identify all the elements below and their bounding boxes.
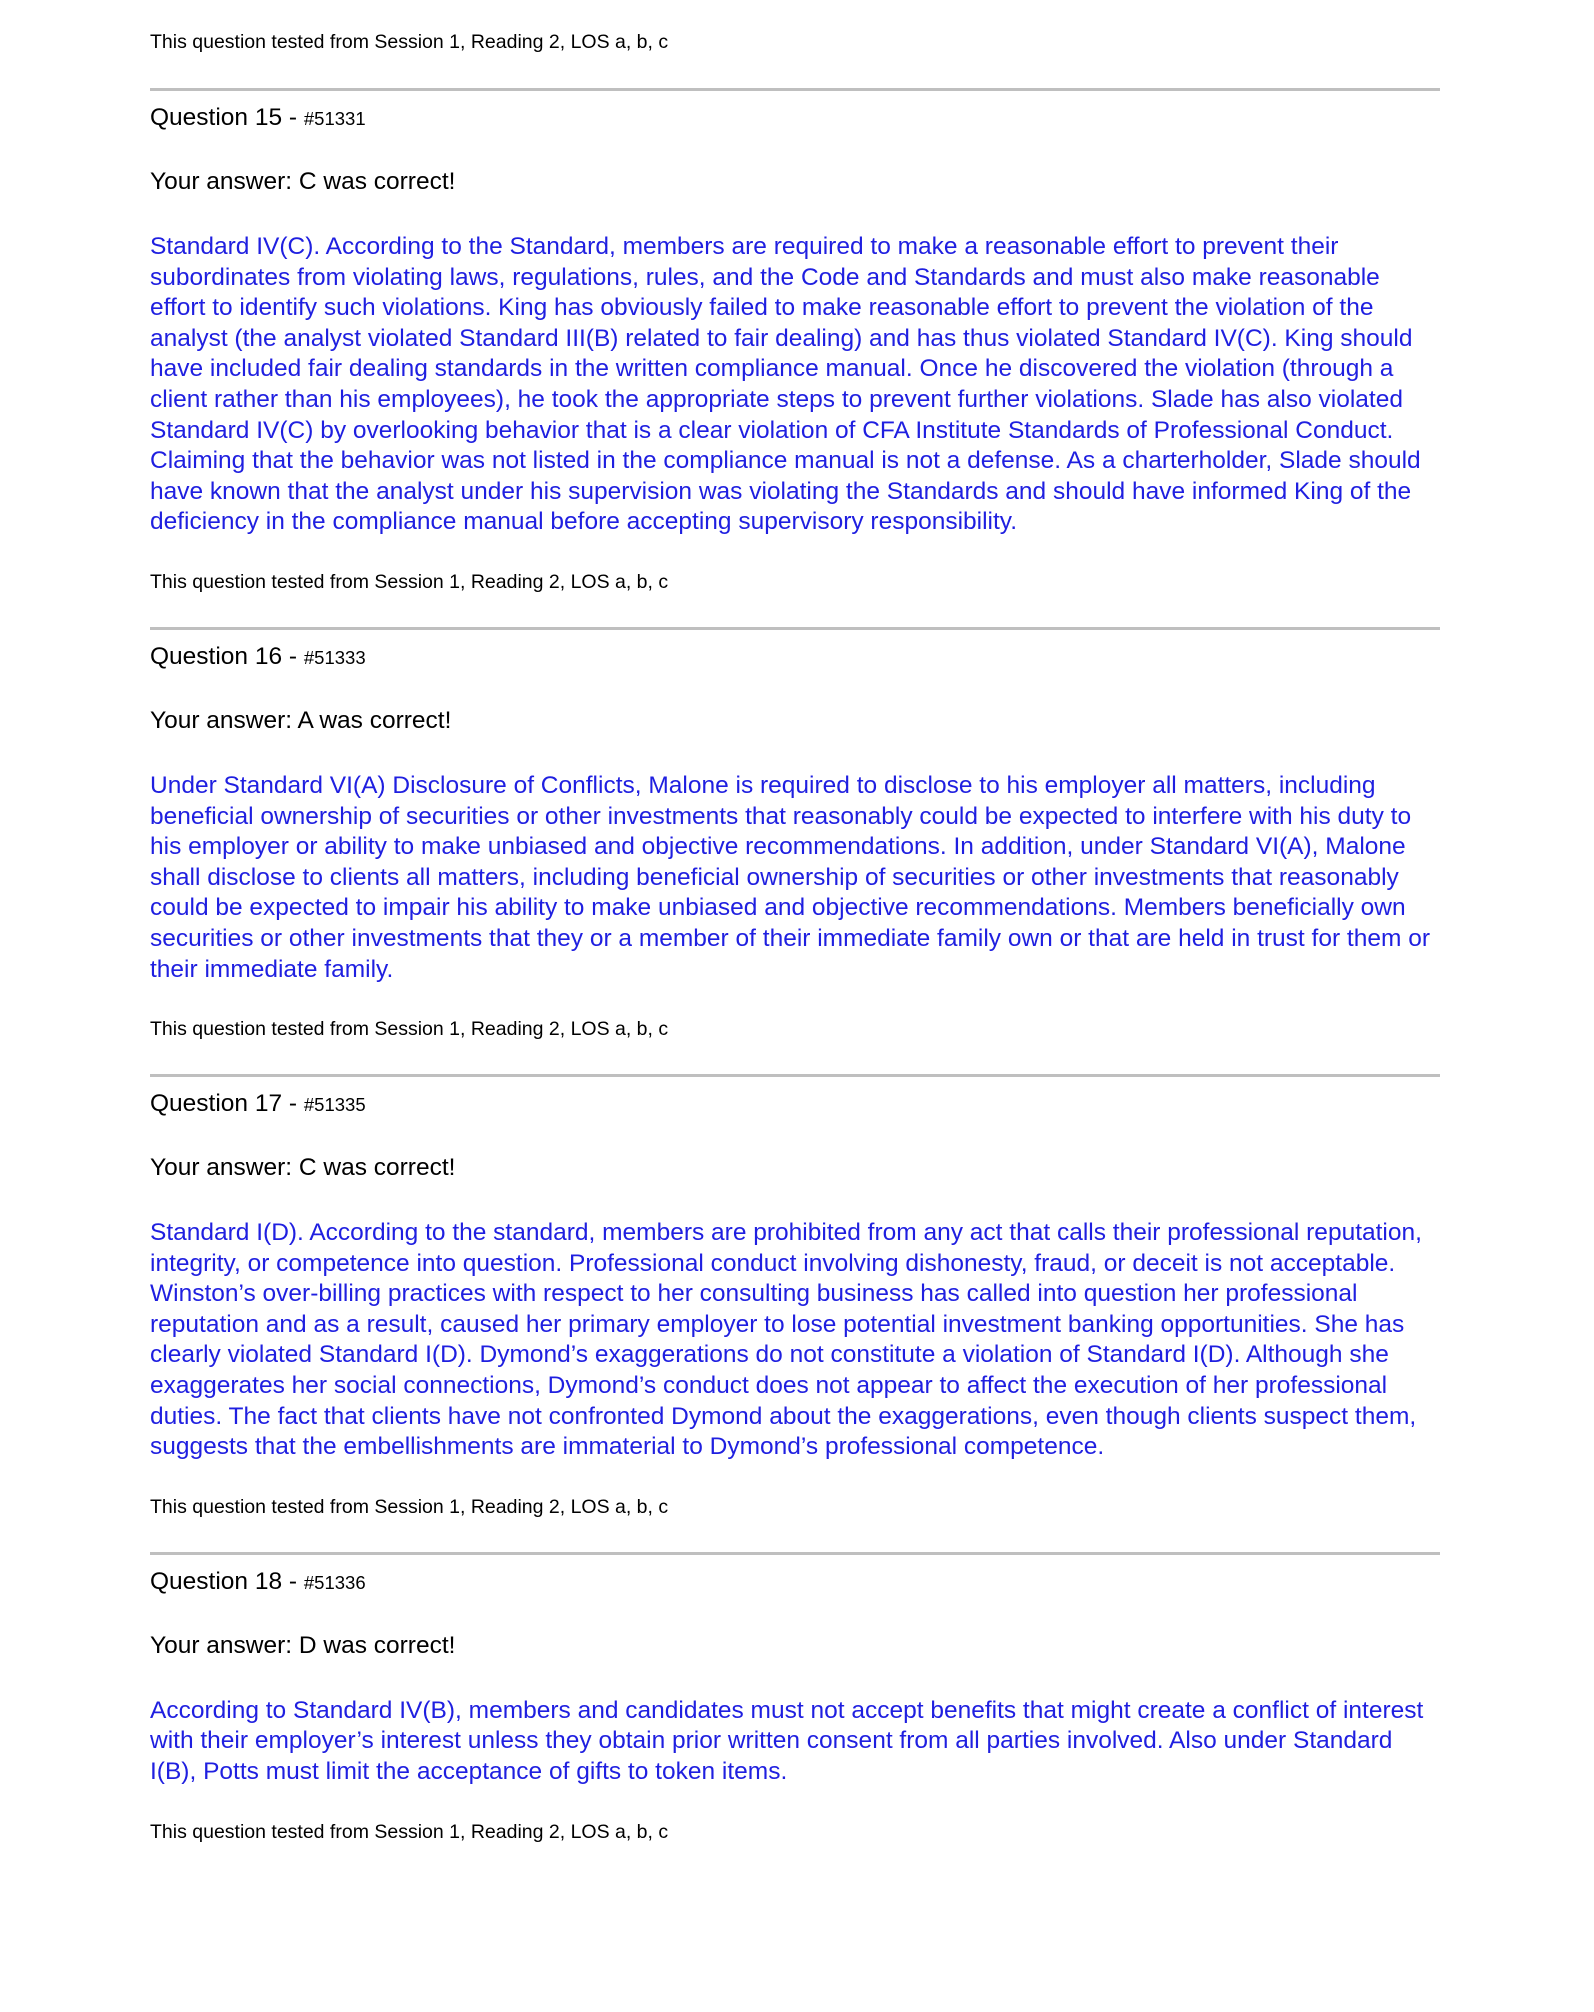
session-reading-note: This question tested from Session 1, Reading 2, LOS a, b, c xyxy=(150,1820,669,1843)
question-review-page xyxy=(150,0,1440,1844)
your-answer-result: Your answer: C was correct! xyxy=(150,168,456,195)
your-answer-result: Your answer: D was correct! xyxy=(150,1631,456,1659)
question-id: #51333 xyxy=(303,646,366,668)
question-title xyxy=(150,103,1440,134)
answer-explanation: Standard I(D). According to the standard, members are prohibited from any act that calls their professional reputation, integrity, or competence into question. Professional conduct involving dishonesty, fraud, or deceit is not acceptable. Winston’s over-billing practices with respect to her consulting business has called into question her professional reputation and as a result, caused her primary employer to lose potential investment banking opportunities. She has clearly violated Standard I(D). Dymond’s exaggerations do not constitute a violation of Standard I(D). Although she exaggerates her social connections, Dymond’s conduct does not appear to affect the execution of her professional duties. The fact that clients have not confronted Dymond about the exaggerations, even though clients suspect them, suggests that the embellishments are immaterial to Dymond’s professional competence. xyxy=(150,1219,1422,1461)
session-reading-note: This question tested from Session 1, Reading 2, LOS a, b, c xyxy=(150,570,669,593)
session-reading-note: This question tested from Session 1, Reading 2, LOS a, b, c xyxy=(150,1018,669,1041)
your-answer-result: Your answer: C was correct! xyxy=(150,1154,456,1182)
question-label: Question 18 - xyxy=(150,1567,304,1595)
session-reading-note: This question tested from Session 1, Reading 2, LOS a, b, c xyxy=(150,31,669,53)
your-answer-result: Your answer: A was correct! xyxy=(150,706,452,734)
question-label: Question 16 - xyxy=(150,642,304,670)
answer-explanation: According to Standard IV(B), members and candidates must not accept benefits that might create a conflict of interest with their employer’s interest unless they obtain prior written consent from all parties involved. Also under Standard I(B), Potts must limit the acceptance of gifts to token items. xyxy=(150,1696,1424,1786)
answer-explanation: Standard IV(C). According to the Standard, members are required to make a reasonable effort to prevent their subordinates from violating laws, regulations, rules, and the Code and Standards and must also make reasonable effort to identify such violations. King has obviously failed to make reasonable effort to prevent the violation of the analyst (the analyst violated Standard III(B) related to fair dealing) and has thus violated Standard IV(C). King should have included fair dealing standards in the written compliance manual. Once he discovered the violation (through a client rather than his employees), he took the appropriate steps to prevent further violations. Slade has also violated Standard IV(C) by overlooking behavior that is a clear violation of CFA Institute Standards of Professional Conduct. Claiming that the behavior was not listed in the compliance manual is not a defense. As a charterholder, Slade should have known that the analyst under his supervision was violating the Standards and should have informed King of the deficiency in the compliance manual before accepting supervisory responsibility. xyxy=(150,233,1421,536)
question-id: #51336 xyxy=(303,1571,366,1593)
question-title xyxy=(150,1089,1440,1120)
question-label: Question 17 - xyxy=(150,1090,304,1118)
question-id: #51335 xyxy=(303,1094,366,1116)
question-id: #51331 xyxy=(303,108,366,129)
question-title xyxy=(150,642,1440,673)
question-label: Question 15 - xyxy=(150,104,304,131)
session-reading-note: This question tested from Session 1, Reading 2, LOS a, b, c xyxy=(150,1495,669,1518)
answer-explanation: Under Standard VI(A) Disclosure of Conflicts, Malone is required to disclose to his employer all matters, including beneficial ownership of securities or other investments that reasonably could be expected to interfere with his duty to his employer or ability to make unbiased and objective recommendations. In addition, under Standard VI(A), Malone shall disclose to clients all matters, including beneficial ownership of securities or other investments that reasonably could be expected to impair his ability to make unbiased and objective recommendations. Members beneficially own securities or other investments that they or a member of their immediate family own or that are held in trust for them or their immediate family. xyxy=(150,771,1430,983)
question-title xyxy=(150,1567,1440,1598)
